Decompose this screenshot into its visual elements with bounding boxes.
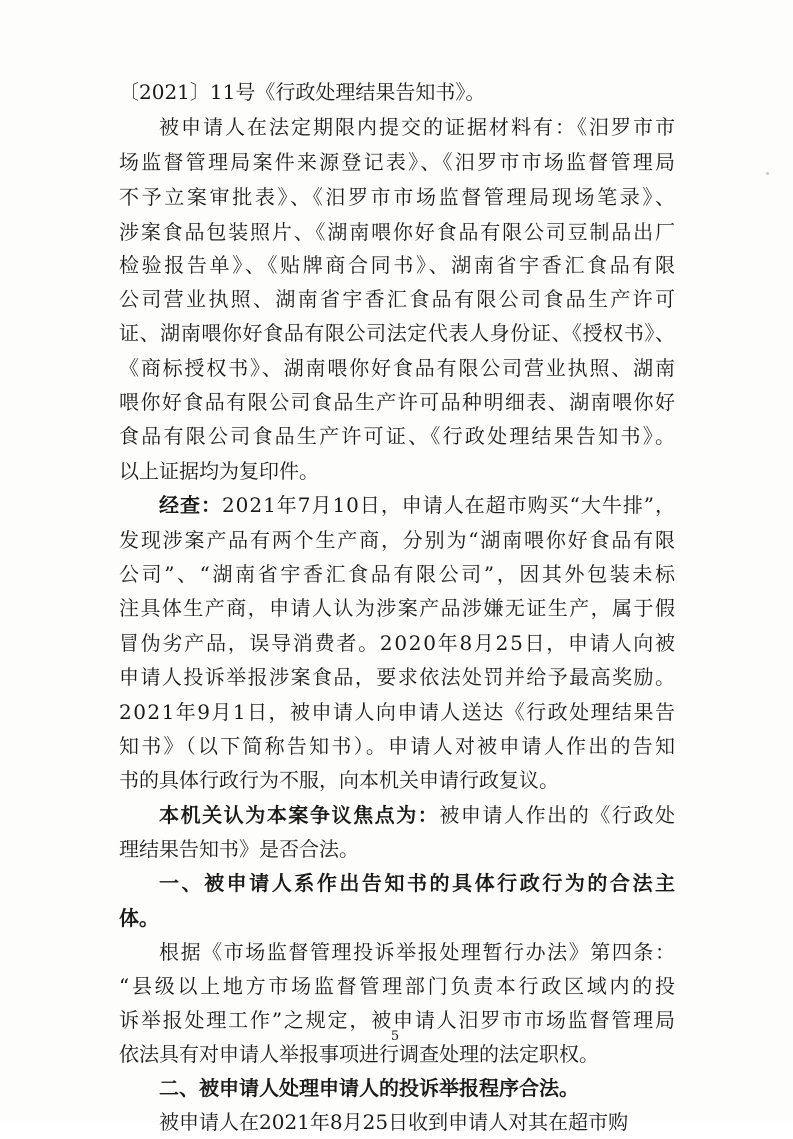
text-line	[0, 145, 793, 179]
text-segment: 证、湖南喂你好食品有限公司法定代表人身份证、《授权书》、	[119, 321, 676, 345]
text-segment: 申请人投诉举报涉案食品，要求依法处罚并给予最高奖励。	[119, 665, 677, 689]
text-line	[0, 901, 793, 935]
text-segment: 根据《市场监督管理投诉举报处理暂行办法》第四条：	[159, 940, 677, 964]
text-segment: 冒伪劣产品，误导消费者。2020年8月25日，申请人向被	[119, 631, 677, 655]
text-line	[0, 798, 793, 832]
text-segment: 注具体生产商，申请人认为涉案产品涉嫌无证生产，属于假	[119, 596, 677, 620]
line-content	[119, 454, 319, 488]
line-content	[119, 660, 676, 694]
text-segment: 《商标授权书》、湖南喂你好食品有限公司营业执照、湖南	[119, 356, 677, 380]
text-line	[0, 866, 793, 900]
text-line	[0, 969, 793, 1003]
text-line	[0, 523, 793, 557]
text-line	[0, 454, 793, 488]
text-segment: 检验报告单》、《贴牌商合同书》、湖南省宇香汇食品有限	[119, 253, 678, 277]
line-content	[119, 969, 678, 1003]
text-segment: 诉举报处理工作”之规定，被申请人汨罗市市场监督管理局	[119, 1008, 677, 1032]
line-content	[159, 1105, 628, 1139]
line-content	[119, 316, 676, 350]
text-segment: 以上证据均为复印件。	[119, 459, 319, 483]
text-line	[0, 763, 793, 797]
text-segment: 公司营业执照、湖南省宇香汇食品有限公司食品生产许可	[119, 287, 678, 311]
text-line	[0, 1071, 793, 1105]
text-segment: 书的具体行政行为不服，向本机关申请行政复议。	[119, 768, 559, 792]
bold-text: 经查：	[159, 493, 222, 517]
line-content	[119, 763, 559, 797]
text-line	[0, 75, 793, 109]
text-line	[0, 110, 793, 144]
text-segment: 被申请人在法定期限内提交的证据材料有：《汨罗市市	[159, 115, 677, 139]
text-line	[0, 282, 793, 316]
text-segment: 公司”、“湖南省宇香汇食品有限公司”，因其外包装未标	[119, 562, 678, 586]
line-content	[119, 626, 677, 660]
text-line	[0, 316, 793, 350]
text-segment: 2021年9月1日，被申请人向申请人送达《行政处理结果告	[119, 700, 677, 724]
text-segment: 喂你好食品有限公司食品生产许可品种明细表、湖南喂你好	[119, 390, 677, 414]
line-content	[119, 901, 159, 935]
line-content	[119, 695, 676, 729]
page-number: 5	[390, 1029, 400, 1044]
text-line	[0, 385, 793, 419]
text-line	[0, 1105, 793, 1139]
text-segment: 食品有限公司食品生产许可证、《行政处理结果告知书》。	[119, 424, 678, 448]
text-line	[0, 591, 793, 625]
text-segment: 发现涉案产品有两个生产商，分别为“湖南喂你好食品有限	[119, 528, 677, 552]
line-content	[119, 385, 676, 419]
text-line	[0, 695, 793, 729]
bold-text: 一、被申请人系作出告知书的具体行政行为的合法主	[159, 871, 678, 895]
line-content	[119, 145, 677, 179]
text-line	[0, 488, 793, 522]
line-content	[119, 215, 677, 249]
bold-text: 本机关认为本案争议焦点为：	[159, 803, 440, 827]
line-content	[159, 488, 676, 522]
line-content	[119, 248, 678, 282]
line-content	[119, 419, 677, 453]
text-line	[0, 832, 793, 866]
bold-text: 二、被申请人处理申请人的投诉举报程序合法。	[159, 1076, 579, 1100]
line-content	[119, 729, 677, 763]
text-line	[0, 935, 793, 969]
line-content	[119, 832, 359, 866]
text-line	[0, 248, 793, 282]
text-line	[0, 419, 793, 453]
text-segment: 不予立案审批表》、《汨罗市市场监督管理局现场笔录》、	[119, 185, 678, 209]
text-segment: 场监督管理局案件来源登记表》、《汨罗市市场监督管理局	[119, 150, 678, 174]
text-line	[0, 557, 793, 591]
text-segment: 知书》（以下简称告知书）。申请人对被申请人作出的告知	[119, 734, 678, 758]
line-content	[159, 110, 677, 144]
line-content	[119, 1037, 599, 1071]
line-content	[119, 557, 678, 591]
line-content	[119, 351, 677, 385]
text-segment: 〔2021〕11号《行政处理结果告知书》。	[119, 80, 486, 104]
text-segment: 被申请人作出的《行政处	[439, 803, 677, 827]
text-segment: 理结果告知书》是否合法。	[119, 837, 359, 861]
line-content	[119, 75, 485, 109]
line-content	[119, 591, 676, 625]
scan-speck	[766, 172, 769, 175]
text-line	[0, 351, 793, 385]
text-line	[0, 215, 793, 249]
text-line	[0, 729, 793, 763]
text-line	[0, 660, 793, 694]
text-segment: 2021年7月10日，申请人在超市购买“大牛排”，	[221, 493, 676, 517]
text-segment: “县级以上地方市场监督管理部门负责本行政区域内的投	[119, 974, 678, 998]
bold-text: 体。	[119, 906, 159, 930]
text-line	[0, 626, 793, 660]
line-content	[159, 1071, 579, 1105]
line-content	[119, 282, 677, 316]
text-segment: 涉案食品包装照片、《湖南喂你好食品有限公司豆制品出厂	[119, 220, 677, 244]
line-content	[159, 866, 678, 900]
text-segment: 依法具有对申请人举报事项进行调查处理的法定职权。	[119, 1042, 599, 1066]
line-content	[159, 798, 677, 832]
line-content	[159, 935, 677, 969]
line-content	[119, 180, 678, 214]
text-segment: 被申请人在2021年8月25日收到申请人对其在超市购	[159, 1110, 629, 1134]
line-content	[119, 523, 677, 557]
text-line	[0, 180, 793, 214]
